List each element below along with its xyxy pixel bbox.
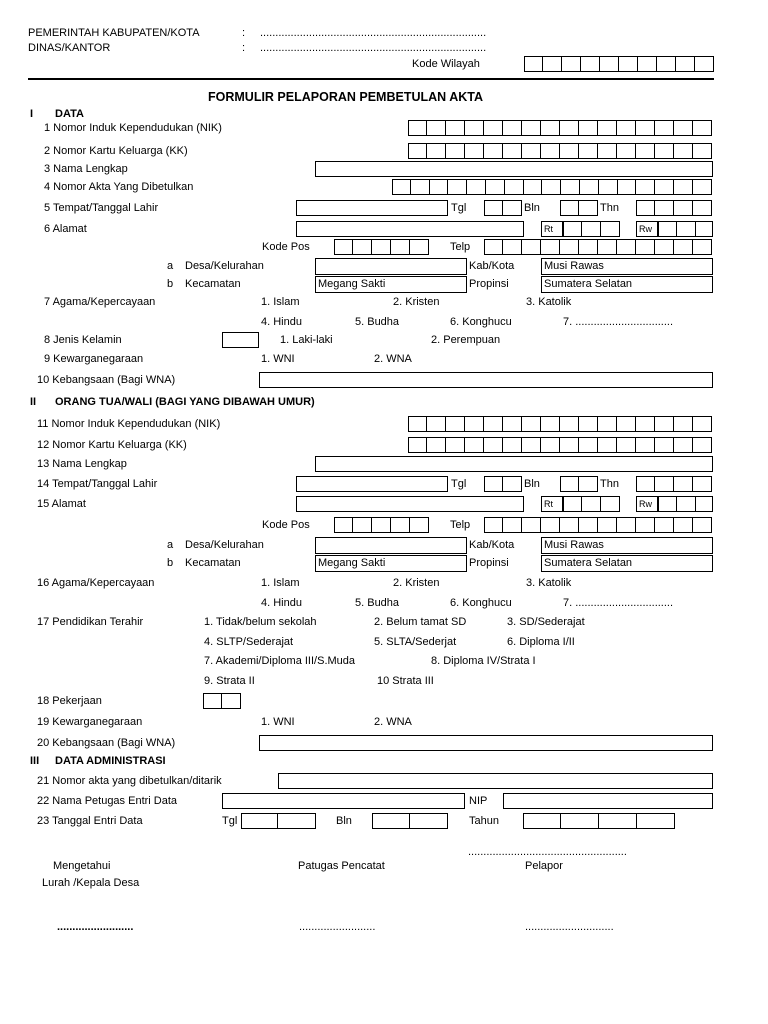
kebangsaan-label: 10 Kebangsaan (Bagi WNA) (37, 374, 176, 386)
section-2-num: II (30, 396, 37, 408)
dinas-dots[interactable]: .......................................................................... (260, 42, 487, 54)
ortu-nama-field[interactable] (315, 456, 713, 472)
pendidikan-option-3: 3. SD/Sederajat (507, 616, 585, 628)
bln-label: Bln (524, 478, 540, 490)
kewarga-label: 9 Kewarganegaraan (44, 353, 144, 365)
lurah-label: Lurah /Kepala Desa (42, 877, 140, 889)
kecamatan-label: Kecamatan (185, 557, 241, 569)
rt-label: Rt (541, 496, 563, 512)
bln-boxes[interactable] (560, 200, 598, 216)
ortu-bln-boxes[interactable] (560, 476, 598, 492)
pelapor-label: Pelapor (525, 860, 563, 872)
agama-option-4: 4. Hindu (261, 316, 302, 328)
alamat-label: 6 Alamat (44, 223, 87, 235)
kode-wilayah-boxes[interactable] (524, 56, 714, 72)
ortu-kebangsaan-field[interactable] (259, 735, 713, 751)
wn-option-1: 1. WNI (261, 716, 295, 728)
pelapor-signature-dots: ............................. (525, 921, 614, 933)
kode-pos-label: Kode Pos (262, 519, 310, 531)
petugas-label: 22 Nama Petugas Entri Data (37, 795, 178, 807)
pendidikan-option-2: 2. Belum tamat SD (374, 616, 467, 628)
agama-option-7: 7. ................................ (563, 597, 674, 609)
kk-boxes[interactable] (408, 143, 712, 159)
nip-field[interactable] (503, 793, 713, 809)
agama-option-6: 6. Konghucu (450, 597, 512, 609)
rt-boxes[interactable] (563, 221, 620, 237)
ortu-nama-label: 13 Nama Lengkap (37, 458, 127, 470)
ortu-kk-boxes[interactable] (408, 437, 712, 453)
ortu-kabkota-field[interactable]: Musi Rawas (541, 537, 713, 554)
mengetahui-label: Mengetahui (53, 860, 111, 872)
wn-option-2: 2. WNA (374, 716, 412, 728)
ortu-kewarga-label: 19 Kewarganegaraan (37, 716, 143, 728)
pekerjaan-boxes[interactable] (203, 693, 241, 709)
kk-label: 2 Nomor Kartu Keluarga (KK) (44, 145, 188, 157)
kode-wilayah-label: Kode Wilayah (412, 58, 480, 70)
ortu-nik-label: 11 Nomor Induk Kependudukan (NIK) (37, 418, 221, 430)
section-3-title: DATA ADMINISTRASI (55, 755, 166, 767)
header-rule (28, 78, 714, 80)
telp-label: Telp (450, 519, 471, 531)
propinsi-field[interactable]: Sumatera Selatan (541, 276, 713, 293)
ortu-rw-boxes[interactable] (658, 496, 713, 512)
entri-tgl-boxes[interactable] (241, 813, 316, 829)
tgl-label: Tgl (451, 478, 467, 490)
kode-pos-label: Kode Pos (262, 241, 310, 253)
rw-label: Rw (636, 496, 658, 512)
section-1-num: I (30, 108, 34, 120)
akta-label: 4 Nomor Akta Yang Dibetulkan (44, 181, 194, 193)
tgl-label: Tgl (451, 202, 467, 214)
ortu-rt-boxes[interactable] (563, 496, 620, 512)
ortu-nik-boxes[interactable] (408, 416, 712, 432)
akta-ditarik-label: 21 Nomor akta yang dibetulkan/ditarik (37, 775, 222, 787)
kabkota-field[interactable]: Musi Rawas (541, 258, 713, 275)
colon: : (242, 42, 246, 54)
ortu-kebangsaan-label: 20 Kebangsaan (Bagi WNA) (37, 737, 176, 749)
desa-label: Desa/Kelurahan (185, 539, 264, 551)
nik-boxes[interactable] (408, 120, 712, 136)
kebangsaan-field[interactable] (259, 372, 713, 388)
colon: : (242, 27, 246, 39)
alamat-field[interactable] (296, 221, 524, 237)
section-1-title: DATA (55, 108, 84, 120)
ortu-agama-label: 16 Agama/Kepercayaan (37, 577, 155, 589)
jk-option-2: 2. Perempuan (431, 334, 501, 346)
thn-boxes[interactable] (636, 200, 712, 216)
ortu-alamat-field[interactable] (296, 496, 524, 512)
a-label: a (167, 539, 174, 551)
place-date-dots: .................................................... (468, 846, 627, 858)
entri-tahun-boxes[interactable] (523, 813, 675, 829)
ortu-desa-field[interactable] (315, 537, 467, 554)
b-label: b (167, 557, 174, 569)
dinas-label: DINAS/KANTOR (28, 42, 111, 54)
agama-label: 7 Agama/Kepercayaan (44, 296, 156, 308)
bln-label: Bln (524, 202, 540, 214)
ortu-tempat-lahir-field[interactable] (296, 476, 448, 492)
wn-option-2: 2. WNA (374, 353, 412, 365)
tgl-boxes[interactable] (484, 200, 522, 216)
rw-boxes[interactable] (658, 221, 713, 237)
rt-label: Rt (541, 221, 563, 237)
agama-option-5: 5. Budha (355, 316, 400, 328)
agama-option-2: 2. Kristen (393, 296, 440, 308)
jk-option-1: 1. Laki-laki (280, 334, 333, 346)
propinsi-label: Propinsi (469, 278, 509, 290)
kabkota-label: Kab/Kota (469, 539, 515, 551)
ttl-label: 5 Tempat/Tanggal Lahir (44, 202, 159, 214)
ortu-kecamatan-field[interactable]: Megang Sakti (315, 555, 467, 572)
akta-ditarik-field[interactable] (278, 773, 713, 789)
tanggal-entri-label: 23 Tanggal Entri Data (37, 815, 143, 827)
pendidikan-option-6: 6. Diploma I/II (507, 636, 575, 648)
pendidikan-option-8: 8. Diploma IV/Strata I (431, 655, 536, 667)
section-3-num: III (30, 755, 40, 767)
pemerintah-dots[interactable]: .......................................................................... (260, 27, 487, 39)
lurah-signature-dots: ......................... (57, 921, 134, 933)
pendidikan-option-10: 10 Strata III (377, 675, 434, 687)
ortu-kk-label: 12 Nomor Kartu Keluarga (KK) (37, 439, 187, 451)
agama-option-3: 3. Katolik (526, 296, 572, 308)
entri-bln-boxes[interactable] (372, 813, 448, 829)
ortu-tgl-boxes[interactable] (484, 476, 522, 492)
agama-option-7: 7. ................................ (563, 316, 674, 328)
pendidikan-option-9: 9. Strata II (204, 675, 255, 687)
entri-tgl-label: Tgl (222, 815, 238, 827)
pendidikan-option-4: 4. SLTP/Sederajat (204, 636, 294, 648)
agama-option-4: 4. Hindu (261, 597, 302, 609)
nama-field[interactable] (315, 161, 713, 177)
agama-option-1: 1. Islam (261, 577, 300, 589)
pemerintah-label: PEMERINTAH KABUPATEN/KOTA (28, 27, 200, 39)
desa-label: Desa/Kelurahan (185, 260, 264, 272)
a-label: a (167, 260, 174, 272)
ortu-kode-pos-boxes[interactable] (334, 517, 429, 533)
nik-label: 1 Nomor Induk Kependudukan (NIK) (44, 122, 222, 134)
entri-tahun-label: Tahun (469, 815, 499, 827)
b-label: b (167, 278, 174, 290)
ortu-propinsi-field[interactable]: Sumatera Selatan (541, 555, 713, 572)
ortu-alamat-label: 15 Alamat (37, 498, 86, 510)
pendidikan-option-5: 5. SLTA/Sederjat (374, 636, 457, 648)
tempat-lahir-field[interactable] (296, 200, 448, 216)
thn-label: Thn (600, 478, 619, 490)
pendidikan-option-7: 7. Akademi/Diploma III/S.Muda (204, 655, 356, 667)
pendidikan-option-1: 1. Tidak/belum sekolah (204, 616, 317, 628)
agama-option-6: 6. Konghucu (450, 316, 512, 328)
jk-box[interactable] (222, 332, 259, 348)
kecamatan-label: Kecamatan (185, 278, 241, 290)
kode-pos-boxes[interactable] (334, 239, 429, 255)
pekerjaan-label: 18 Pekerjaan (37, 695, 102, 707)
kecamatan-field[interactable]: Megang Sakti (315, 276, 467, 293)
telp-boxes[interactable] (484, 239, 712, 255)
jk-label: 8 Jenis Kelamin (44, 334, 122, 346)
pendidikan-label: 17 Pendidikan Terahir (37, 616, 144, 628)
propinsi-label: Propinsi (469, 557, 509, 569)
agama-option-3: 3. Katolik (526, 577, 572, 589)
form-title: FORMULIR PELAPORAN PEMBETULAN AKTA (208, 90, 483, 104)
nama-label: 3 Nama Lengkap (44, 163, 128, 175)
petugas-pencatat-label: Patugas Pencatat (298, 860, 385, 872)
petugas-signature-dots: ......................... (299, 921, 376, 933)
agama-option-2: 2. Kristen (393, 577, 440, 589)
nip-label: NIP (469, 795, 488, 807)
section-2-title: ORANG TUA/WALI (BAGI YANG DIBAWAH UMUR) (55, 396, 315, 408)
rw-label: Rw (636, 221, 658, 237)
akta-boxes[interactable] (392, 179, 712, 195)
agama-option-1: 1. Islam (261, 296, 300, 308)
agama-option-5: 5. Budha (355, 597, 400, 609)
petugas-field[interactable] (222, 793, 465, 809)
kabkota-label: Kab/Kota (469, 260, 515, 272)
ortu-ttl-label: 14 Tempat/Tanggal Lahir (37, 478, 158, 490)
desa-field[interactable] (315, 258, 467, 275)
thn-label: Thn (600, 202, 619, 214)
telp-label: Telp (450, 241, 471, 253)
ortu-telp-boxes[interactable] (484, 517, 712, 533)
entri-bln-label: Bln (336, 815, 352, 827)
ortu-thn-boxes[interactable] (636, 476, 712, 492)
wn-option-1: 1. WNI (261, 353, 295, 365)
